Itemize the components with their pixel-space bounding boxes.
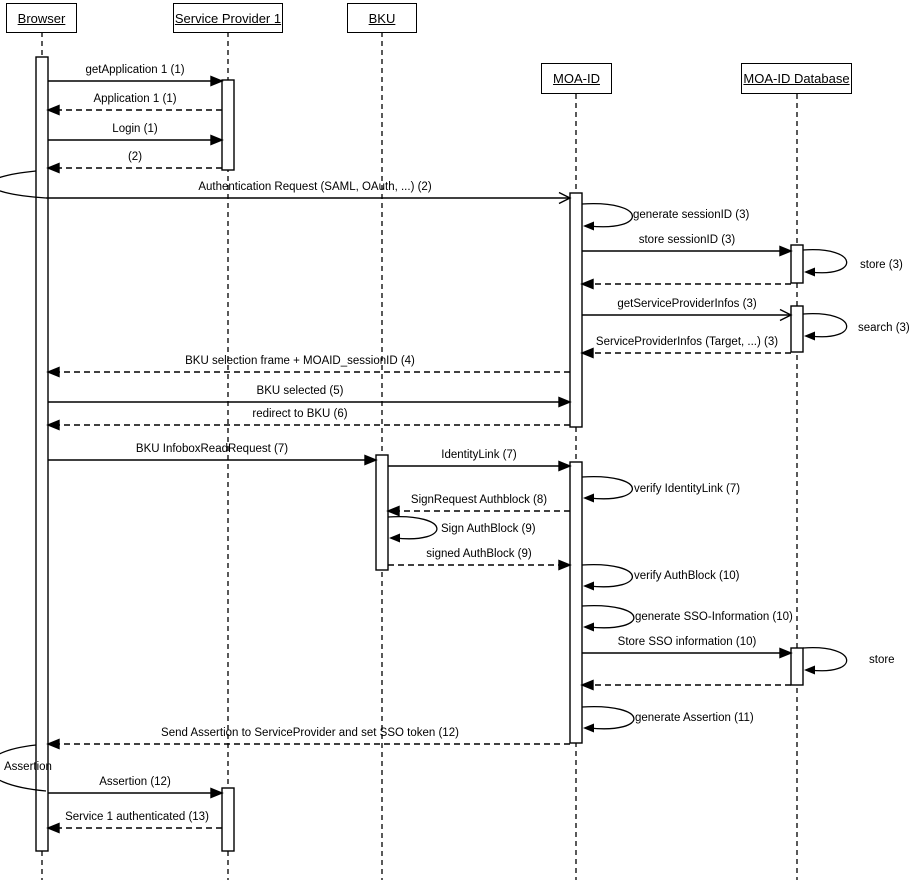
arrow-service-authenticated xyxy=(48,824,222,833)
message-label: Authentication Request (SAML, OAuth, ...) (2) xyxy=(198,181,432,193)
self-loop-verify-authblock xyxy=(582,565,632,591)
message-label: Login (1) xyxy=(112,123,158,135)
arrow-signrequest-authblock xyxy=(388,507,570,516)
self-loop-label: verify IdentityLink (7) xyxy=(634,483,741,495)
arrow-getserviceproviderinfos xyxy=(582,310,791,321)
arrow-assertion xyxy=(48,789,222,798)
self-loop-label: search (3) xyxy=(858,322,910,334)
activation-bar-sp1-first xyxy=(222,80,234,170)
message-label: (2) xyxy=(127,151,143,163)
self-loop-label: store (3) xyxy=(860,259,903,271)
self-loop-store xyxy=(803,648,847,675)
actor-browser-label: Browser xyxy=(17,10,66,26)
activation-bar-moa-id-first xyxy=(570,193,582,427)
actor-moa-id xyxy=(541,63,612,94)
message-label: Application 1 (1) xyxy=(93,93,177,105)
message-label: store sessionID (3) xyxy=(638,234,736,246)
self-loop-search-3 xyxy=(803,314,847,341)
message-label: getServiceProviderInfos (3) xyxy=(617,298,757,310)
arrow-application-return xyxy=(48,106,222,115)
actor-moa-id-database-label: MOA-ID Database xyxy=(743,71,850,86)
self-loop-generate-sessionid xyxy=(582,204,632,231)
message-label: Store SSO information (10) xyxy=(617,636,757,648)
arrow-identitylink xyxy=(388,462,570,471)
message-label: redirect to BKU (6) xyxy=(252,408,348,420)
actor-service-provider-1-label: Service Provider 1 xyxy=(174,10,282,26)
self-loop-label: generate sessionID (3) xyxy=(633,209,750,221)
self-loop-generate-sso-information xyxy=(582,606,634,632)
self-loop-label: Sign AuthBlock (9) xyxy=(441,523,536,535)
message-label: signed AuthBlock (9) xyxy=(426,548,532,560)
activation-bar-browser xyxy=(36,57,48,851)
self-loop-label: store xyxy=(869,654,895,666)
actor-moa-id-database xyxy=(741,63,852,94)
actor-service-provider-1 xyxy=(173,3,283,33)
self-loop-label: generate Assertion (11) xyxy=(635,712,754,724)
arrow-redirect-to-bku xyxy=(48,421,570,430)
activation-bar-db-first xyxy=(791,245,803,283)
activation-bar-bku xyxy=(376,455,388,570)
actor-bku-label: BKU xyxy=(368,10,396,26)
arrow-send-assertion xyxy=(48,740,570,749)
arrow-2-return xyxy=(48,164,222,173)
actor-moa-id-label: MOA-ID xyxy=(553,71,600,86)
arrow-bku-selected xyxy=(48,398,570,407)
message-label: Service 1 authenticated (13) xyxy=(65,811,209,823)
message-label: Assertion (12) xyxy=(99,776,171,788)
message-label: BKU selected (5) xyxy=(256,385,344,397)
lifelines xyxy=(42,32,797,880)
actor-bku xyxy=(347,3,417,33)
message-label: getApplication 1 (1) xyxy=(85,64,185,76)
message-label: SignRequest Authblock (8) xyxy=(410,494,548,506)
arrow-bku-selection-frame xyxy=(48,368,570,377)
activation-bar-sp1-second xyxy=(222,788,234,851)
activation-bar-db-second xyxy=(791,306,803,352)
arrow-db-return-1 xyxy=(582,280,791,289)
arrow-getapplication xyxy=(48,77,222,86)
message-label: ServiceProviderInfos (Target, ...) (3) xyxy=(595,336,779,348)
arrow-authentication-request xyxy=(46,193,570,204)
arrow-db-return-2 xyxy=(582,681,791,690)
reply-arc-label: Assertion xyxy=(4,761,52,773)
arrow-signed-authblock xyxy=(388,561,570,570)
arrow-login xyxy=(48,136,222,145)
activation-bar-db-third xyxy=(791,648,803,685)
self-loop-generate-assertion xyxy=(582,707,634,733)
arrow-store-sessionid xyxy=(582,247,791,256)
self-loop-label: verify AuthBlock (10) xyxy=(634,570,740,582)
self-loop-sign-authblock xyxy=(388,517,437,543)
self-loop-verify-identitylink xyxy=(582,477,632,503)
self-loop-store-3 xyxy=(803,250,847,277)
actor-browser xyxy=(6,3,77,33)
message-label: BKU selection frame + MOAID_sessionID (4) xyxy=(185,355,415,367)
arrow-bku-infoboxreadrequest xyxy=(48,456,376,465)
arrow-serviceproviderinfos-return xyxy=(582,349,791,358)
message-label: BKU InfoboxReadRequest (7) xyxy=(135,443,289,455)
message-label: IdentityLink (7) xyxy=(441,449,517,461)
arrow-store-sso-information xyxy=(582,649,791,658)
activation-bar-moa-id-second xyxy=(570,462,582,743)
message-label: Send Assertion to ServiceProvider and set SSO token (12) xyxy=(161,727,459,739)
self-loop-label: generate SSO-Information (10) xyxy=(635,611,793,623)
